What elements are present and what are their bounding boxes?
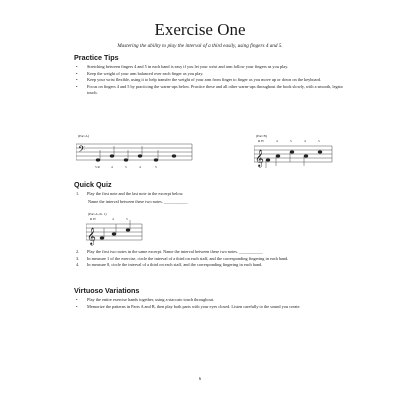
fingering-number: 4 [112,217,114,221]
practice-tips-list [76,64,346,97]
list-item: • Play the entire exercise hands together, using a staccato touch throughout. [76,297,215,302]
quiz-question-1 [76,191,346,198]
excerpt-caption: (Part A, m. 1) [88,212,107,216]
virtuoso-heading: Virtuoso Variations [74,286,140,295]
question-number: 1. [76,191,80,196]
fingering-number: 5 [126,217,128,221]
list-item: 3. In measure 1 of the exercise, circle the interval of a third on each staff, and the corresponding fingering in each hand. [76,255,289,261]
page-subtitle: Mastering the ability to play the interval of a third easily, using fingers 4 and 5. [117,43,283,49]
fingering-number: 4 [276,139,278,143]
fingering-number: 4 [304,139,306,143]
fingering-number: 5 [290,139,292,143]
fingering-number: 5 [155,165,157,169]
bullet-icon: • [76,83,78,89]
warmup-b-caption: (Part B) [256,134,267,138]
quick-quiz-heading: Quick Quiz [74,180,112,189]
list-item: • Keep the weight of your arm balanced over each finger as you play. [76,70,204,76]
bullet-icon: • [76,70,78,76]
fingering-number: 5 R [95,165,100,169]
quiz-question-list [76,249,346,269]
page-title: Exercise One [154,20,246,39]
warmup-b-staff [254,138,334,172]
bullet-icon: • [76,77,78,83]
fingering-number: R H [90,217,96,221]
fingering-number: 4 [111,165,113,169]
fingering-number: 4 [139,165,141,169]
warmup-a-staff [76,138,194,172]
list-item: 4. In measure 8, circle the interval of a third on each staff, and the corresponding fingering in each hand. [76,262,263,268]
quiz-answer-prompt: Name the interval between these two notes. ___________ [88,199,188,204]
page-number: 6 [198,376,202,381]
bullet-icon: • [76,303,78,309]
list-item: • Stretching between fingers 4 and 5 in each hand is easy if you let your wrist and arm follow your fingers as you play. [76,64,289,69]
fingering-number: R H [258,139,264,143]
fingering-number: 5 [125,165,127,169]
list-item: • Keep your wrist flexible, using it to help transfer the weight of your arm from finger to finger as you move up or down on the keyboard. [76,77,322,83]
treble-clef-icon: 𝄞 [87,227,96,245]
excerpt-staff [86,216,146,246]
list-item: • Memorize the patterns in Parts A and B, then play both parts with your eyes closed. Listen carefully to the sound you create. [76,303,301,309]
list-item: 1. Play the first note and the last note in the excerpt below. [76,191,184,196]
warmup-a-caption: (Part A) [78,134,89,138]
question-number: 3. [76,255,80,261]
question-number: 2. [76,249,80,254]
question-number: 4. [76,262,80,268]
list-item: • Focus on fingers 4 and 5 by practicing the warm-ups below. Practice these and all other warm-ups throughout the book slowly, with a smooth, legato touch. [76,83,343,96]
bass-clef-icon: 𝄢 [78,144,86,157]
practice-tips-heading: Practice Tips [74,53,119,62]
virtuoso-list [76,297,346,310]
treble-clef-icon: 𝄞 [255,149,264,167]
bullet-icon: • [76,64,78,69]
list-item: 2. Play the first two notes in the same excerpt. Name the interval between these two notes. ___________ [76,249,263,254]
fingering-number: 5 [318,139,320,143]
bullet-icon: • [76,297,78,302]
